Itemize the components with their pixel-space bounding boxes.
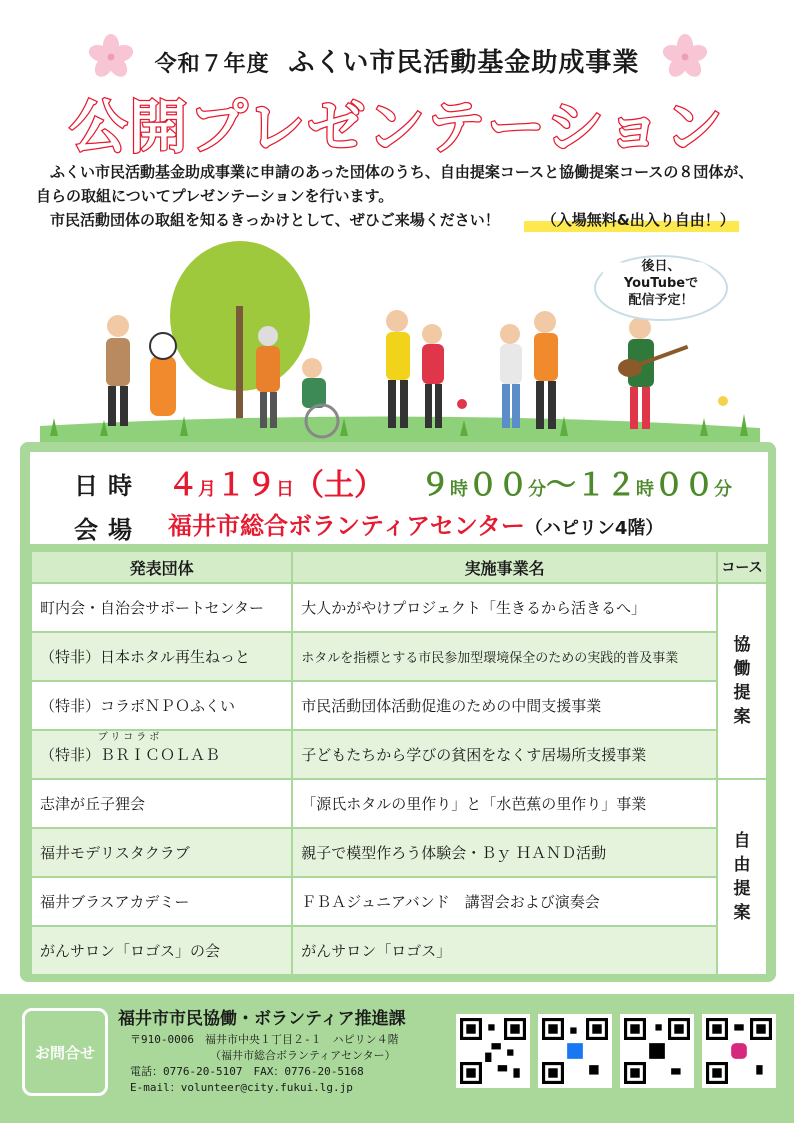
header-org: 発表団体 — [31, 551, 292, 583]
table-row — [31, 730, 767, 779]
venue-floor: （ハピリン4階） — [524, 518, 664, 539]
org-name: 福井ブラスアカデミー — [31, 877, 292, 926]
fiscal-year: 令和７年度 — [154, 52, 270, 77]
org-name: 志津が丘子狸会 — [31, 779, 292, 828]
qr-code-instagram[interactable] — [702, 1014, 776, 1088]
header — [0, 0, 794, 161]
event-month-unit: 月 — [198, 479, 216, 500]
course-free-label: 自由提案 — [733, 831, 751, 923]
table-row — [31, 681, 767, 730]
qr-code-facebook[interactable] — [538, 1014, 612, 1088]
qr-pattern — [460, 1018, 526, 1084]
end-min: ００ — [654, 468, 714, 503]
page-title: 公開プレゼンテーション — [69, 93, 725, 161]
event-venue — [168, 506, 663, 541]
header-course: コース — [717, 551, 767, 583]
course-free — [717, 779, 767, 975]
end-min-unit: 分 — [714, 479, 732, 500]
qr-code-x[interactable] — [620, 1014, 694, 1088]
contact-org: 福井市市民協働・ボランティア推進課 — [118, 1009, 406, 1029]
header-project: 実施事業名 — [292, 551, 717, 583]
table-row — [31, 632, 767, 681]
event-date — [168, 460, 384, 504]
org-name: 町内会・自治会サポートセンター — [31, 583, 292, 632]
start-min: ００ — [468, 468, 528, 503]
org-with-ruby — [40, 732, 221, 765]
org-name-text: （特非）ＢＲＩＣＯＬＡＢ — [40, 746, 221, 764]
contact-address — [130, 1032, 399, 1096]
project-name: 「源氏ホタルの里作り」と「水芭蕉の里作り」事業 — [292, 779, 717, 828]
program-name: ふくい市民活動基金助成事業 — [288, 48, 640, 78]
project-name: 市民活動団体活動促進のための中間支援事業 — [292, 681, 717, 730]
project-name: 子どもたちから学びの貧困をなくす居場所支援事業 — [292, 730, 717, 779]
project-name: 親子で模型作ろう体験会・Ｂｙ ＨＡＮＤ活動 — [292, 828, 717, 877]
presentation-table — [30, 550, 768, 976]
end-hour: １２ — [576, 468, 636, 503]
phone-fax: 電話：0776-20-5107 FAX：0776-20-5168 — [130, 1065, 364, 1078]
org-name — [31, 730, 292, 779]
start-hour: ９ — [420, 468, 450, 503]
org-name: （特非）コラボＮＰＯふくい — [31, 681, 292, 730]
event-weekday: （土） — [294, 468, 384, 503]
venue-name: 福井市総合ボランティアセンター — [168, 512, 525, 540]
free-admission-note: （入場無料&出入り自由！） — [524, 208, 739, 232]
org-name: がんサロン「ロゴス」の会 — [31, 926, 292, 975]
end-hour-unit: 時 — [636, 479, 654, 500]
facebook-icon — [542, 1018, 608, 1084]
start-min-unit: 分 — [528, 479, 546, 500]
venue-label: 会場 — [74, 516, 142, 544]
table-row — [31, 828, 767, 877]
project-name: 大人かがやけプロジェクト「生きるから活きるへ」 — [292, 583, 717, 632]
org-ruby: ブリコラボ — [97, 732, 163, 743]
table-row — [31, 779, 767, 828]
event-time — [420, 460, 732, 504]
start-hour-unit: 時 — [450, 479, 468, 500]
email-address: E-mail：volunteer@city.fukui.lg.jp — [130, 1081, 353, 1094]
table-row — [31, 583, 767, 632]
x-icon — [624, 1018, 690, 1084]
course-collaboration — [717, 583, 767, 779]
qr-code-website[interactable] — [456, 1014, 530, 1088]
date-label: 日時 — [74, 472, 142, 500]
youtube-note-line-2: YouTubeで — [623, 276, 699, 291]
project-name: ホタルを指標とする市民参加型環境保全のための実践的普及事業 — [292, 632, 717, 681]
table-row — [31, 926, 767, 975]
youtube-note — [600, 258, 722, 309]
event-day-unit: 日 — [276, 479, 294, 500]
course-collaboration-label: 協働提案 — [733, 635, 751, 727]
building-name: （福井市総合ボランティアセンター） — [210, 1049, 396, 1062]
event-day: １９ — [216, 468, 276, 503]
youtube-note-line-1: 後日、 — [641, 259, 681, 274]
intro-text — [36, 160, 766, 232]
project-name: がんサロン「ロゴス」 — [292, 926, 717, 975]
project-name: ＦＢＡジュニアバンド 講習会および演奏会 — [292, 877, 717, 926]
subtitle — [0, 42, 794, 79]
postal-address: 〒910-0006 福井市中央１丁目２-１ ハピリン４階 — [130, 1033, 399, 1046]
contact-badge: お問合せ — [22, 1008, 108, 1096]
time-separator: ～ — [546, 468, 576, 503]
org-name: 福井モデリスタクラブ — [31, 828, 292, 877]
instagram-icon — [706, 1018, 772, 1084]
intro-line-2: 市民活動団体の取組を知るきっかけとして、ぜひご来場ください！ — [50, 211, 500, 229]
table-row — [31, 877, 767, 926]
org-name: （特非）日本ホタル再生ねっと — [31, 632, 292, 681]
event-month: ４ — [168, 468, 198, 503]
intro-line-1: ふくい市民活動基金助成事業に申請のあった団体のうち、自由提案コースと協働提案コースの８団体が、自らの取組についてプレゼンテーションを行います。 — [36, 163, 754, 205]
youtube-note-line-3: 配信予定！ — [628, 293, 694, 308]
